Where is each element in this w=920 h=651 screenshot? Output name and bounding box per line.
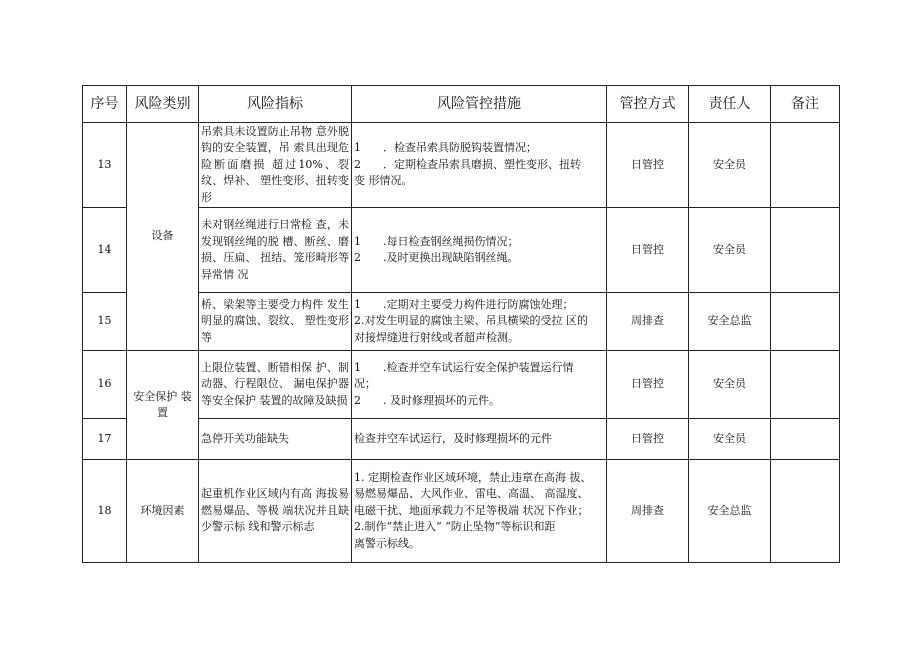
measure-line: 电磁干扰、地面承载力不足等极端 状况下作业； xyxy=(354,503,589,517)
row-number: 13 xyxy=(83,123,127,208)
header-indicator: 风险指标 xyxy=(199,86,352,123)
header-remark: 备注 xyxy=(771,86,840,123)
risk-control-table xyxy=(82,85,840,563)
control-method: 日管控 xyxy=(607,419,689,460)
control-measures xyxy=(352,460,607,563)
control-measures xyxy=(352,419,607,460)
measure-line: 易燃易爆品、大风作业、雷电、高温、 高湿度、 xyxy=(354,487,589,501)
responsible-person: 安全总监 xyxy=(689,460,771,563)
remark xyxy=(771,351,840,419)
risk-indicator: 起重机作业区域内有高 海拔易燃易爆品、等极 端状况并且缺少警示标 线和警示标志 xyxy=(199,460,352,563)
responsible-person: 安全员 xyxy=(689,123,771,208)
responsible-person: 安全员 xyxy=(689,351,771,419)
responsible-person: 安全员 xyxy=(689,208,771,293)
category-cell: 设备 xyxy=(127,123,199,351)
responsible-person: 安全总监 xyxy=(689,293,771,351)
control-measures xyxy=(352,123,607,208)
row-number: 15 xyxy=(83,293,127,351)
risk-indicator: 急停开关功能缺失 xyxy=(199,419,352,460)
remark xyxy=(771,293,840,351)
category-cell: 安全保护 装置 xyxy=(127,351,199,460)
measure-line: 2.制作“禁止进入” “防止坠物”等标识和距 xyxy=(354,520,556,534)
measure-line: 离警示标线。 xyxy=(354,536,420,550)
control-measures xyxy=(352,293,607,351)
row-number: 14 xyxy=(83,208,127,293)
control-method: 周排查 xyxy=(607,293,689,351)
measure-line: 1 .每日检查钢丝绳损伤情况； xyxy=(354,234,519,248)
control-method: 周排查 xyxy=(607,460,689,563)
table-row xyxy=(83,123,840,208)
risk-indicator: 吊索具未设置防止吊物 意外脱钩的安全装置，吊 索具出现危险断面磨损 超过10%、裂纹、焊补、 塑性变形、扭转变形 xyxy=(199,123,352,208)
measure-line: 1. 定期检查作业区域环境，禁止违章在高海 拔、 xyxy=(354,470,592,484)
control-measures xyxy=(352,208,607,293)
measure-line: 2 .及时更换出现缺陷钢丝绳。 xyxy=(354,251,519,264)
header-measures: 风险管控措施 xyxy=(352,86,607,123)
measure-line: 变 形情况。 xyxy=(354,174,413,188)
measure-line: 2 . 及时修理损坏的元件。 xyxy=(354,393,500,407)
category-cell: 环境因素 xyxy=(127,460,199,563)
remark xyxy=(771,208,840,293)
measure-line: 检查并空车试运行，及时修理损坏的元件 xyxy=(354,431,552,445)
control-method: 日管控 xyxy=(607,208,689,293)
measure-line: 2 ．定期检查吊索具磨损、塑性变形、扭转 xyxy=(354,157,581,171)
measure-line: 2.对发生明显的腐蚀主梁、吊具横梁的受拉 区的 xyxy=(354,314,588,328)
responsible-person: 安全员 xyxy=(689,419,771,460)
control-method: 日管控 xyxy=(607,123,689,208)
header-row xyxy=(83,86,840,123)
table-row xyxy=(83,351,840,419)
row-number: 17 xyxy=(83,419,127,460)
measure-line: 1 .检查并空车试运行安全保护装置运行情 xyxy=(354,360,574,374)
header-owner: 责任人 xyxy=(689,86,771,123)
header-method: 管控方式 xyxy=(607,86,689,123)
measure-line: 1 .定期对主要受力构件进行防腐蚀处理； xyxy=(354,297,574,311)
measure-line: 对接焊缝进行射线或者超声检测。 xyxy=(354,330,519,344)
control-measures xyxy=(352,351,607,419)
control-method: 日管控 xyxy=(607,351,689,419)
table-row xyxy=(83,460,840,563)
risk-indicator: 上限位装置、断错相保 护、制动器、行程限位、 漏电保护器等安全保护 装置的故障及缺损 xyxy=(199,351,352,419)
risk-indicator: 桥、梁架等主要受力构件 发生明显的腐蚀、裂纹、 塑性变形等 xyxy=(199,293,352,351)
row-number: 18 xyxy=(83,460,127,563)
remark xyxy=(771,419,840,460)
measure-line: 1 ．检查吊索具防脱钩装置情况； xyxy=(354,141,537,155)
row-number: 16 xyxy=(83,351,127,419)
remark xyxy=(771,123,840,208)
header-no: 序号 xyxy=(83,86,127,123)
measure-line: 况； xyxy=(354,377,376,391)
header-category: 风险类别 xyxy=(127,86,199,123)
remark xyxy=(771,460,840,563)
risk-indicator: 未对钢丝绳进行日常检 查，未发现钢丝绳的脱 槽、断丝、磨损、压扁、 扭结、笼形畸形等异常情 况 xyxy=(199,208,352,293)
